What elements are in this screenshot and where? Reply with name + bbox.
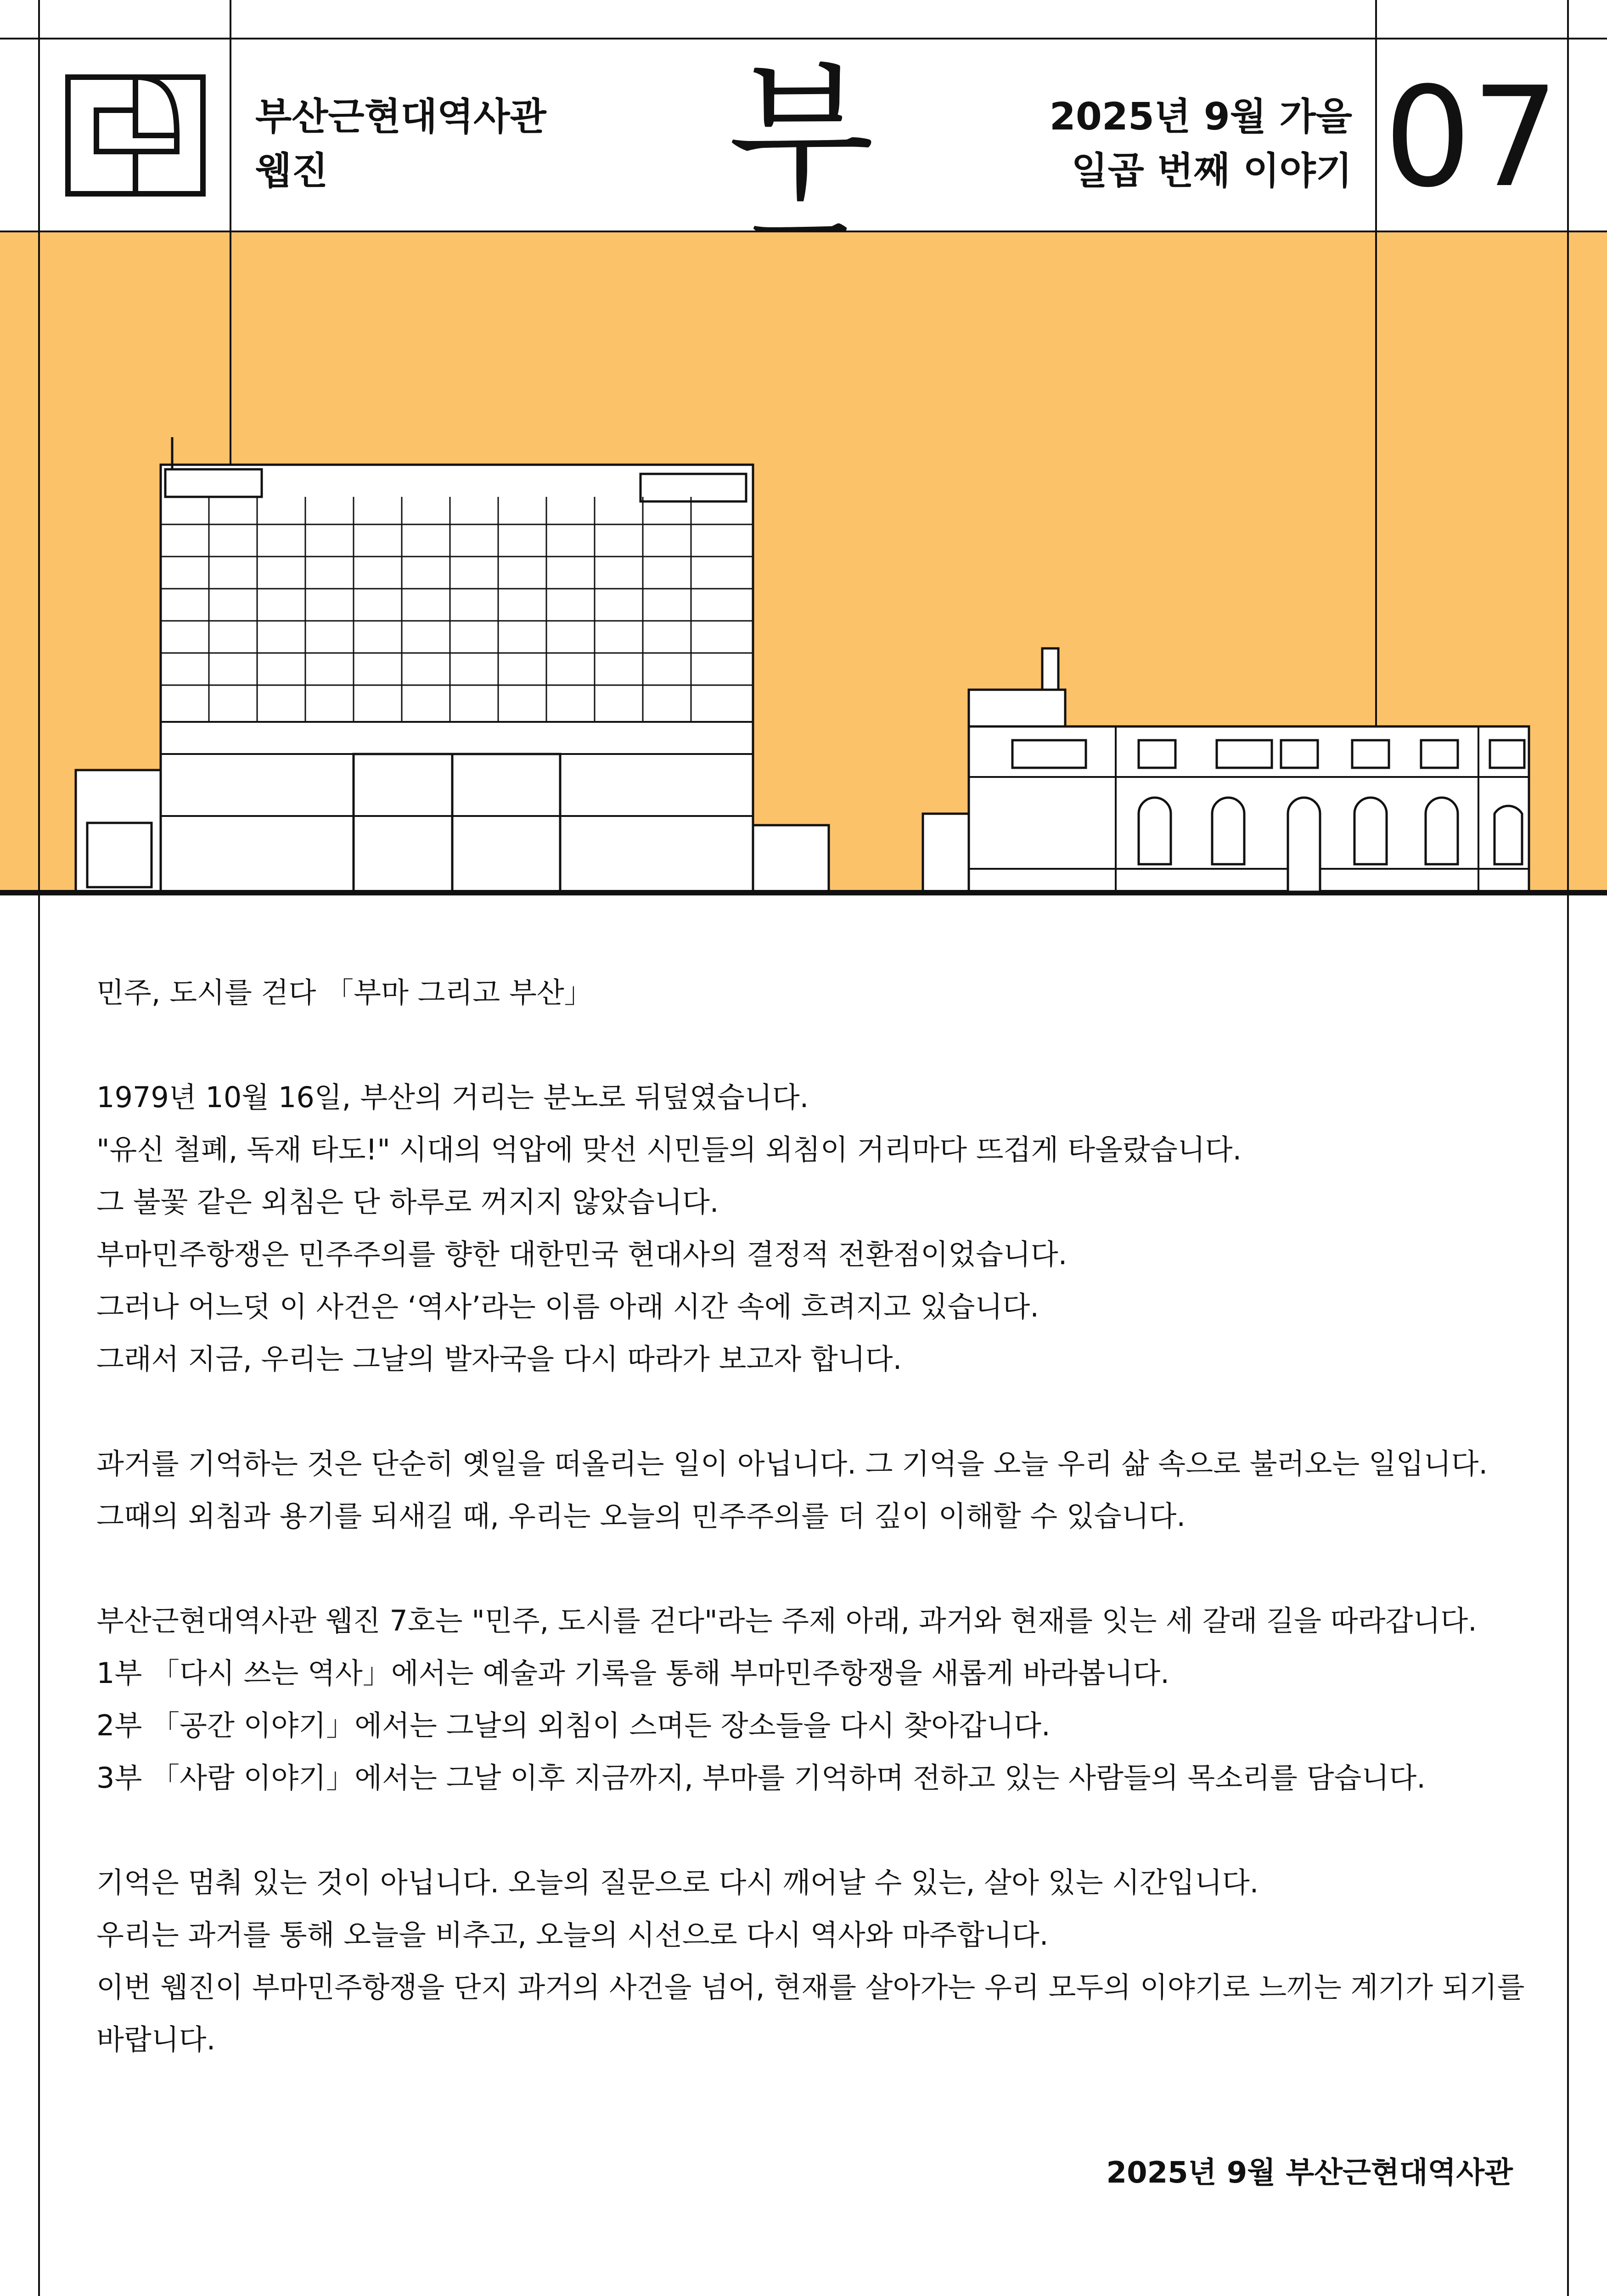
org-name	[255, 90, 546, 198]
paragraph-line: 2부 「공간 이야기」에서는 그날의 외침이 스며든 장소들을 다시 찾아갑니다.	[96, 1709, 1051, 1742]
paragraph-2	[96, 1438, 1529, 1542]
paragraph-line: 바랍니다.	[96, 2023, 216, 2056]
article-body	[96, 967, 1529, 2066]
webzine-title: 부	[728, 45, 879, 221]
paragraph-line: 부마민주항쟁은 민주주의를 향한 대한민국 현대사의 결정적 전환점이었습니다.	[96, 1238, 1068, 1271]
frame-top-line	[0, 38, 1607, 39]
building-illustration	[0, 231, 1607, 895]
museum-logo-icon	[64, 73, 207, 197]
paragraph-line: 3부 「사람 이야기」에서는 그날 이후 지금까지, 부마를 기억하며 전하고 있는 사람들의 목소리를 담습니다.	[96, 1761, 1426, 1795]
issue-number: 07	[1384, 57, 1559, 218]
paragraph-3	[96, 1595, 1529, 1804]
paragraph-line: 그 불꽃 같은 외침은 단 하루로 꺼지지 않았습니다.	[96, 1185, 719, 1219]
article-heading: 민주, 도시를 걷다 「부마 그리고 부산」	[96, 976, 593, 1009]
paragraph-line: 부산근현대역사관 웹진 7호는 "민주, 도시를 걷다"라는 주제 아래, 과거와 현재를 잇는 세 갈래 길을 따라갑니다.	[96, 1604, 1477, 1638]
hero-illustration	[0, 231, 1607, 895]
paragraph-line: 기억은 멈춰 있는 것이 아닙니다. 오늘의 질문으로 다시 깨어날 수 있는, 살아 있는 시간입니다.	[96, 1866, 1259, 1899]
paragraph-1	[96, 1071, 1529, 1385]
paragraph-line: 우리는 과거를 통해 오늘을 비추고, 오늘의 시선으로 다시 역사와 마주합니다.	[96, 1918, 1049, 1952]
org-name-line-1: 부산근현대역사관	[255, 95, 546, 139]
paragraph-line: 1979년 10월 16일, 부산의 거리는 분노로 뒤덮였습니다.	[96, 1080, 809, 1114]
paragraph-4	[96, 1857, 1529, 2066]
article-signature: 2025년 9월 부산근현대역사관	[1106, 2156, 1513, 2190]
issue-subtitle: 일곱 번째 이야기	[1071, 149, 1352, 193]
paragraph-line: 1부 「다시 쓰는 역사」에서는 예술과 기록을 통해 부마민주항쟁을 새롭게 바라봅니다.	[96, 1656, 1169, 1690]
issue-date: 2025년 9월 가을	[1049, 95, 1352, 139]
paragraph-line: 이번 웹진이 부마민주항쟁을 단지 과거의 사건을 넘어, 현재를 살아가는 우리 모두의 이야기로 느끼는 계기가 되기를	[96, 1970, 1525, 2004]
paragraph-line: 과거를 기억하는 것은 단순히 옛일을 떠올리는 일이 아닙니다. 그 기억을 오늘 우리 삶 속으로 불러오는 일입니다.	[96, 1447, 1488, 1480]
paragraph-line: 그래서 지금, 우리는 그날의 발자국을 다시 따라가 보고자 합니다.	[96, 1342, 902, 1376]
org-name-line-2: 웹진	[255, 149, 328, 193]
issue-info	[1050, 90, 1352, 198]
paragraph-line: 그러나 어느덧 이 사건은 ‘역사’라는 이름 아래 시간 속에 흐려지고 있습니다.	[96, 1290, 1039, 1323]
paragraph-line: "유신 철폐, 독재 타도!" 시대의 억압에 맞선 시민들의 외침이 거리마다 뜨겁게 타올랐습니다.	[96, 1133, 1242, 1166]
paragraph-line: 그때의 외침과 용기를 되새길 때, 우리는 오늘의 민주주의를 더 깊이 이해할 수 있습니다.	[96, 1499, 1186, 1533]
